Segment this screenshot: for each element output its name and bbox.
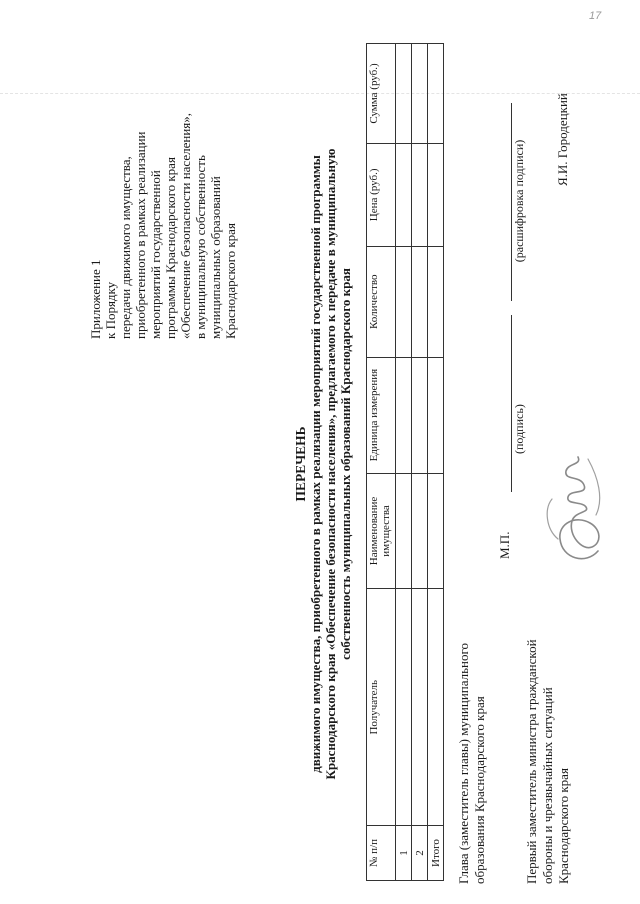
minister-line: Краснодарского края: [556, 768, 571, 884]
row-num: 1: [396, 826, 412, 881]
table-row: [412, 44, 428, 881]
minister-line: обороны и чрезвычайных ситуаций: [540, 687, 555, 884]
row-cell: [396, 143, 412, 246]
header-name: Наименование имущества: [367, 473, 396, 589]
title-line: движимого имущества, приобретенного в рамках реализации мероприятий государственной программы: [308, 155, 323, 773]
table-row: [396, 44, 412, 881]
table-total-row: [428, 44, 444, 881]
row-cell: [412, 44, 428, 144]
document-title: [293, 44, 353, 884]
annex-line: в муниципальную собственность: [193, 155, 208, 339]
row-cell: [396, 473, 412, 589]
header-price: Цена (руб.): [367, 143, 396, 246]
title-line: собственность муниципальных образований Краснодарского края: [338, 268, 353, 660]
minister-title: [524, 624, 572, 884]
annex-line: приобретенного в рамках реализации: [133, 131, 148, 339]
row-num: 2: [412, 826, 428, 881]
annex-line: Краснодарского края: [223, 223, 238, 339]
header-qty: Количество: [367, 246, 396, 357]
head-line: Глава (заместитель главы) муниципального: [456, 642, 471, 884]
annex-line: к Порядку: [103, 281, 118, 339]
row-cell: [412, 357, 428, 473]
row-cell: [396, 589, 412, 826]
row-cell: [396, 246, 412, 357]
title-line: Краснодарского края «Обеспечение безопасности населения», предлагаемого к передаче в муниципальную: [323, 148, 338, 780]
head-line: образования Краснодарского края: [472, 696, 487, 884]
row-cell: [428, 473, 444, 589]
minister-name: Я.И. Городецкий: [555, 93, 570, 186]
row-cell: [428, 357, 444, 473]
header-recipient: Получатель: [367, 589, 396, 826]
annex-line: «Обеспечение безопасности населения»,: [178, 112, 193, 339]
header-sum: Сумма (руб.): [367, 44, 396, 144]
row-cell: [396, 44, 412, 144]
row-cell: [396, 357, 412, 473]
row-cell: [412, 143, 428, 246]
title-heading: ПЕРЕЧЕНЬ: [293, 426, 308, 502]
page-number: 17: [589, 10, 602, 22]
annex-line: мероприятий государственной: [148, 170, 163, 339]
row-cell: [412, 589, 428, 826]
row-cell: [428, 589, 444, 826]
row-total-label: Итого: [428, 826, 444, 881]
signature-caption: (подпись): [512, 404, 526, 454]
annex-line: программы Краснодарского края: [163, 157, 178, 339]
row-cell: [428, 44, 444, 144]
decode-caption: (расшифровка подписи): [512, 139, 526, 263]
annex-line: Приложение 1: [88, 259, 103, 339]
stamp-place-label: М.П.: [497, 531, 512, 559]
property-table: [366, 43, 444, 881]
header-unit: Единица измерения: [367, 357, 396, 473]
row-cell: [428, 246, 444, 357]
annex-line: муниципальных образований: [208, 176, 223, 339]
table-header-row: [367, 44, 396, 881]
header-num: № п/п: [367, 826, 396, 881]
head-signatory: [456, 624, 488, 884]
annex-block: [88, 39, 238, 339]
annex-line: передачи движимого имущества,: [118, 156, 133, 339]
row-cell: [412, 473, 428, 589]
row-cell: [412, 246, 428, 357]
handwritten-signature: [538, 449, 616, 569]
row-cell: [428, 143, 444, 246]
minister-line: Первый заместитель министра гражданской: [524, 639, 539, 884]
